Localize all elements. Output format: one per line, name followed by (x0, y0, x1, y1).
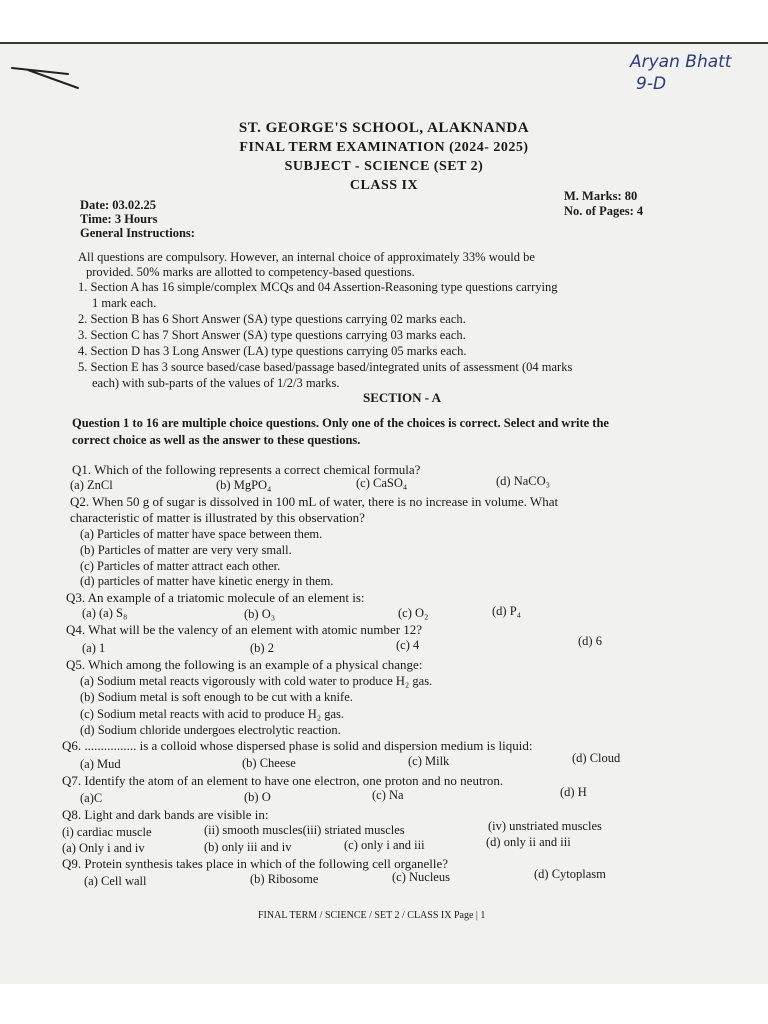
q8-option-d: (d) only ii and iii (486, 835, 571, 849)
q3-option-d: (d) P₄ (492, 604, 522, 618)
q4-option-c: (c) 4 (396, 638, 420, 652)
page-count: No. of Pages: 4 (564, 204, 644, 218)
q8-item-iv: (iv) unstriated muscles (488, 819, 602, 833)
exam-title: FINAL TERM EXAMINATION (2024- 2025) (239, 140, 529, 155)
q2-option-b: (b) Particles of matter are very very small. (80, 543, 292, 557)
section-a-note-2: correct choice as well as the answer to these questions. (72, 433, 361, 447)
q7-option-c: (c) Na (372, 788, 404, 802)
q2-text-1: Q2. When 50 g of sugar is dissolved in 100 mL of water, there is no increase in volume. What (70, 494, 559, 509)
q6-text: Q6. ................ is a colloid whose dispersed phase is solid and dispersion medium is liquid: (62, 738, 533, 753)
q9-option-b: (b) Ribosome (250, 872, 319, 886)
q6-option-c: (c) Milk (408, 754, 450, 768)
subject-title: SUBJECT - SCIENCE (SET 2) (284, 159, 484, 174)
instruction-3: 3. Section C has 7 Short Answer (SA) type questions carrying 03 marks each. (78, 328, 466, 342)
q7-option-a: (a)C (80, 791, 103, 805)
pen-stroke (8, 54, 88, 94)
q4-text: Q4. What will be the valency of an element with atomic number 12? (66, 622, 423, 637)
instruction-2: 2. Section B has 6 Short Answer (SA) type questions carrying 02 marks each. (78, 312, 466, 326)
q1-option-d: (d) NaCO₃ (496, 474, 550, 488)
q3-text: Q3. An example of a triatomic molecule of an element is: (66, 590, 365, 605)
exam-date: Date: 03.02.25 (80, 198, 157, 212)
q6-option-a: (a) Mud (80, 757, 121, 771)
q7-option-d: (d) H (560, 785, 587, 799)
instruction-5-cont: each) with sub-parts of the values of 1/2/3 marks. (92, 376, 340, 390)
q8-option-b: (b) only iii and iv (204, 840, 292, 854)
instruction-5: 5. Section E has 3 source based/case based/passage based/integrated units of assessment (04 marks (78, 360, 573, 374)
q4-option-d: (d) 6 (578, 634, 602, 648)
q7-option-b: (b) O (244, 790, 271, 804)
q5-option-d: (d) Sodium chloride undergoes electrolytic reaction. (80, 723, 341, 737)
q5-option-c: (c) Sodium metal reacts with acid to produce H₂ gas. (80, 707, 345, 721)
instruction-1: 1. Section A has 16 simple/complex MCQs and 04 Assertion-Reasoning type questions carrying (78, 280, 558, 294)
q8-text: Q8. Light and dark bands are visible in: (62, 807, 269, 822)
q1-option-b: (b) MgPO₄ (216, 478, 272, 492)
q1-option-c: (c) CaSO₄ (356, 476, 408, 490)
q6-option-d: (d) Cloud (572, 751, 621, 765)
school-name: ST. GEORGE'S SCHOOL, ALAKNANDA (238, 120, 530, 136)
instruction-4: 4. Section D has 3 Long Answer (LA) type questions carrying 05 marks each. (78, 344, 467, 358)
q2-option-c: (c) Particles of matter attract each other. (80, 559, 281, 573)
q9-text: Q9. Protein synthesis takes place in which of the following cell organelle? (62, 856, 449, 871)
q5-option-b: (b) Sodium metal is soft enough to be cut with a knife. (80, 690, 353, 704)
q3-option-c: (c) O₂ (398, 606, 429, 620)
q5-text: Q5. Which among the following is an example of a physical change: (66, 657, 423, 672)
q9-option-c: (c) Nucleus (392, 870, 450, 884)
student-class: 9-D (636, 74, 667, 94)
q3-option-a: (a) (a) S₈ (82, 606, 128, 620)
exam-time: Time: 3 Hours (80, 212, 158, 226)
q8-item-ii-iii: (ii) smooth muscles(iii) striated muscles (204, 823, 405, 837)
q8-option-c: (c) only i and iii (344, 838, 425, 852)
q4-option-b: (b) 2 (250, 641, 274, 655)
q8-option-a: (a) Only i and iv (62, 841, 145, 855)
q8-item-i: (i) cardiac muscle (62, 825, 152, 839)
class-title: CLASS IX (349, 178, 419, 193)
q9-option-d: (d) Cytoplasm (534, 867, 606, 881)
q7-text: Q7. Identify the atom of an element to have one electron, one proton and no neutron. (62, 773, 504, 788)
max-marks: M. Marks: 80 (564, 189, 638, 203)
exam-paper (0, 42, 768, 984)
q2-text-2: characteristic of matter is illustrated by this observation? (70, 510, 365, 525)
q2-option-d: (d) particles of matter have kinetic energy in them. (80, 574, 334, 588)
q1-text: Q1. Which of the following represents a correct chemical formula? (72, 462, 421, 477)
q9-option-a: (a) Cell wall (84, 874, 147, 888)
q3-option-b: (b) O₃ (244, 607, 276, 621)
instruction-1-cont: 1 mark each. (92, 296, 157, 310)
page-footer: FINAL TERM / SCIENCE / SET 2 / CLASS IX Page | 1 (258, 910, 486, 921)
student-name: Aryan Bhatt (630, 52, 732, 72)
q4-option-a: (a) 1 (82, 641, 106, 655)
section-a-note-1: Question 1 to 16 are multiple choice questions. Only one of the choices is correct. Select and write the (72, 416, 609, 430)
instructions-heading: General Instructions: (80, 226, 195, 240)
section-a-title: SECTION - A (363, 390, 442, 405)
q6-option-b: (b) Cheese (242, 756, 296, 770)
instructions-intro-1: All questions are compulsory. However, an internal choice of approximately 33% would be (78, 250, 535, 264)
instructions-intro-2: provided. 50% marks are allotted to competency-based questions. (86, 265, 415, 279)
q5-option-a: (a) Sodium metal reacts vigorously with cold water to produce H₂ gas. (80, 674, 433, 688)
q1-option-a: (a) ZnCl (70, 478, 113, 492)
q2-option-a: (a) Particles of matter have space between them. (80, 527, 323, 541)
